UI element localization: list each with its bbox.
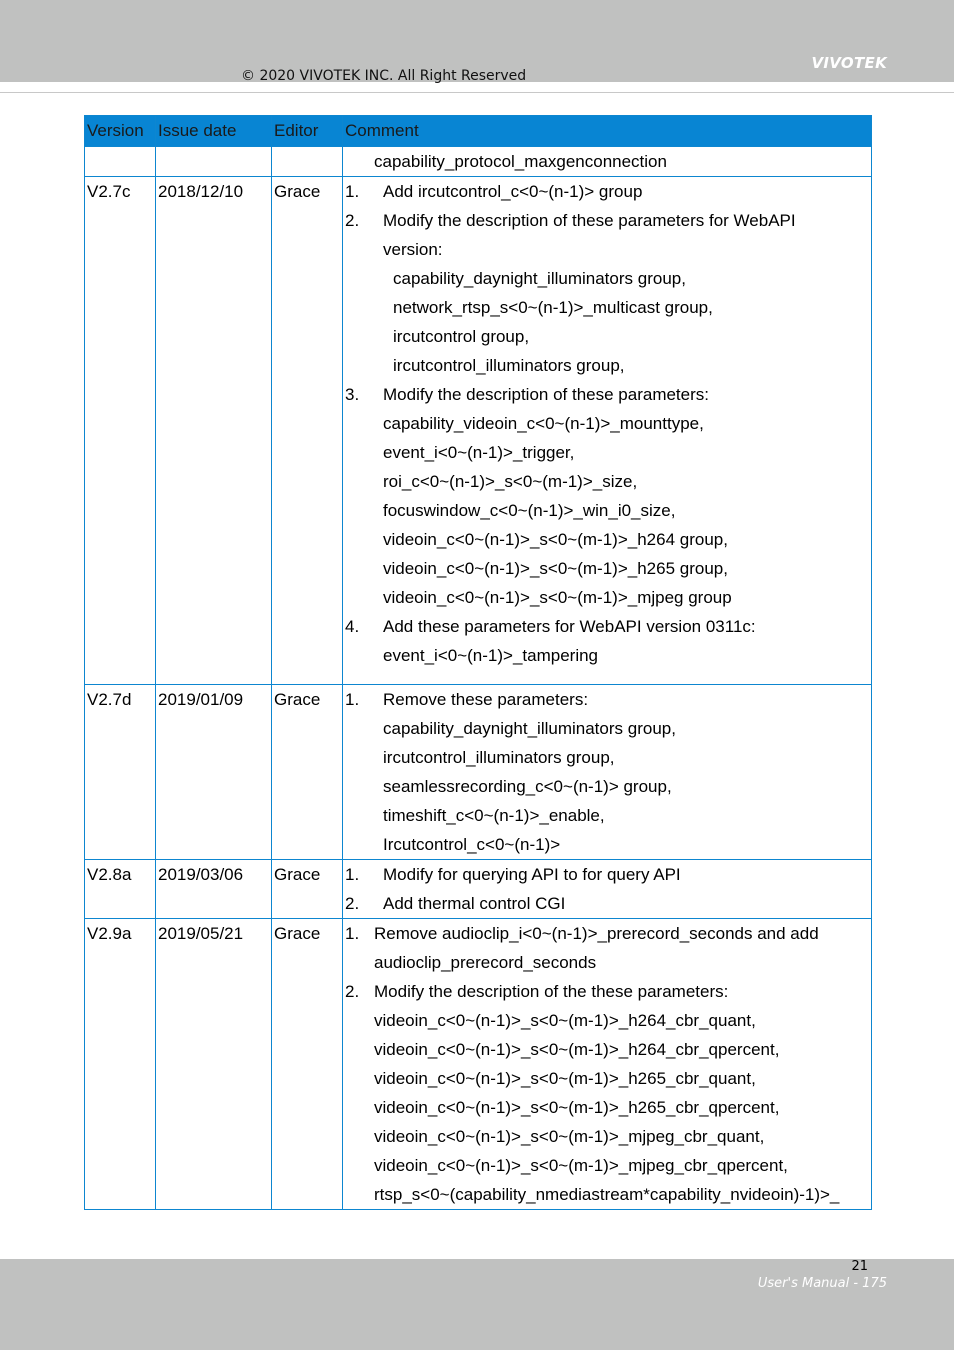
table-row bbox=[85, 685, 872, 860]
list-item: 1. Remove these parameters: capability_daynight_illuminators group, ircutcontrol_illuminators group, seamlessrecording_c<0~(n-1)> group, timeshift_c<0~(n-1)>_enable, Ircutcontrol_c<0~(n-1)> bbox=[345, 690, 676, 854]
list-item: 2. Add thermal control CGI bbox=[345, 894, 566, 913]
table-header-row bbox=[85, 116, 872, 147]
header-version: Version bbox=[85, 116, 156, 147]
list-item: 1. Modify for querying API to for query API bbox=[345, 865, 681, 884]
header-issue-date: Issue date bbox=[156, 116, 272, 147]
list-item: 1. Remove audioclip_i<0~(n-1)>_prerecord_seconds and add audioclip_prerecord_seconds bbox=[345, 924, 819, 972]
comment-cell bbox=[343, 177, 872, 685]
footer-band bbox=[0, 1259, 954, 1350]
list-item: 4. Add these parameters for WebAPI version 0311c: event_i<0~(n-1)>_tampering bbox=[345, 617, 756, 665]
header-divider bbox=[0, 92, 954, 93]
editor-cell: Grace bbox=[272, 860, 343, 919]
comment-cell bbox=[343, 919, 872, 1210]
list-item: 2. Modify the description of these parameters for WebAPI version: capability_daynight_illuminators group, network_rtsp_s<0~(n-1)>_multicast group, ircutcontrol group, ircutcontrol_illuminators group, bbox=[345, 211, 796, 375]
editor-cell: Grace bbox=[272, 177, 343, 685]
header-comment: Comment bbox=[343, 116, 872, 147]
page-number: 21 bbox=[851, 1259, 868, 1274]
version-cell: V2.9a bbox=[85, 919, 156, 1210]
date-cell: 2019/01/09 bbox=[156, 685, 272, 860]
version-cell: V2.7c bbox=[85, 177, 156, 685]
version-cell: V2.7d bbox=[85, 685, 156, 860]
manual-page-reference: User's Manual - 175 bbox=[757, 1276, 887, 1291]
table-row bbox=[85, 147, 872, 177]
table-row bbox=[85, 860, 872, 919]
version-cell: V2.8a bbox=[85, 860, 156, 919]
list-item: 1. Add ircutcontrol_c<0~(n-1)> group bbox=[345, 182, 643, 201]
table-row bbox=[85, 177, 872, 685]
continuation-text: capability_protocol_maxgenconnection bbox=[374, 152, 667, 171]
date-cell: 2019/05/21 bbox=[156, 919, 272, 1210]
date-cell: 2019/03/06 bbox=[156, 860, 272, 919]
date-cell: 2018/12/10 bbox=[156, 177, 272, 685]
list-item: 3. Modify the description of these parameters: capability_videoin_c<0~(n-1)>_mounttype, event_i<0~(n-1)>_trigger, roi_c<0~(n-1)>_s<0~(m-1)>_size, focuswindow_c<0~(n-1)>_win_i0_size, videoin_c<0~(n-1)>_s<0~(m-1)>_h264 group, videoin_c<0~(n-1)>_s<0~(m-1)>_h265 group, videoin_c<0~(n-1)>_s<0~(m-1)>_mjpeg group bbox=[345, 385, 732, 607]
comment-cell bbox=[343, 685, 872, 860]
table-row bbox=[85, 919, 872, 1210]
comment-cell bbox=[343, 860, 872, 919]
revision-table bbox=[84, 115, 872, 1210]
copyright-text: © 2020 VIVOTEK INC. All Right Reserved bbox=[241, 68, 527, 84]
header-editor: Editor bbox=[272, 116, 343, 147]
list-item: 2. Modify the description of the these parameters: videoin_c<0~(n-1)>_s<0~(m-1)>_h264_cbr_quant, videoin_c<0~(n-1)>_s<0~(m-1)>_h264_cbr_qpercent, videoin_c<0~(n-1)>_s<0~(m-1)>_h265_cbr_quant, videoin_c<0~(n-1)>_s<0~(m-1)>_h265_cbr_qpercent, videoin_c<0~(n-1)>_s<0~(m-1)>_mjpeg_cbr_quant, videoin_c<0~(n-1)>_s<0~(m-1)>_mjpeg_cbr_qpercent, rtsp_s<0~(capability_nmediastream*capability_nvideoin)-1)>_ bbox=[345, 982, 840, 1204]
editor-cell: Grace bbox=[272, 919, 343, 1210]
editor-cell: Grace bbox=[272, 685, 343, 860]
brand-logo: VIVOTEK bbox=[811, 54, 887, 72]
